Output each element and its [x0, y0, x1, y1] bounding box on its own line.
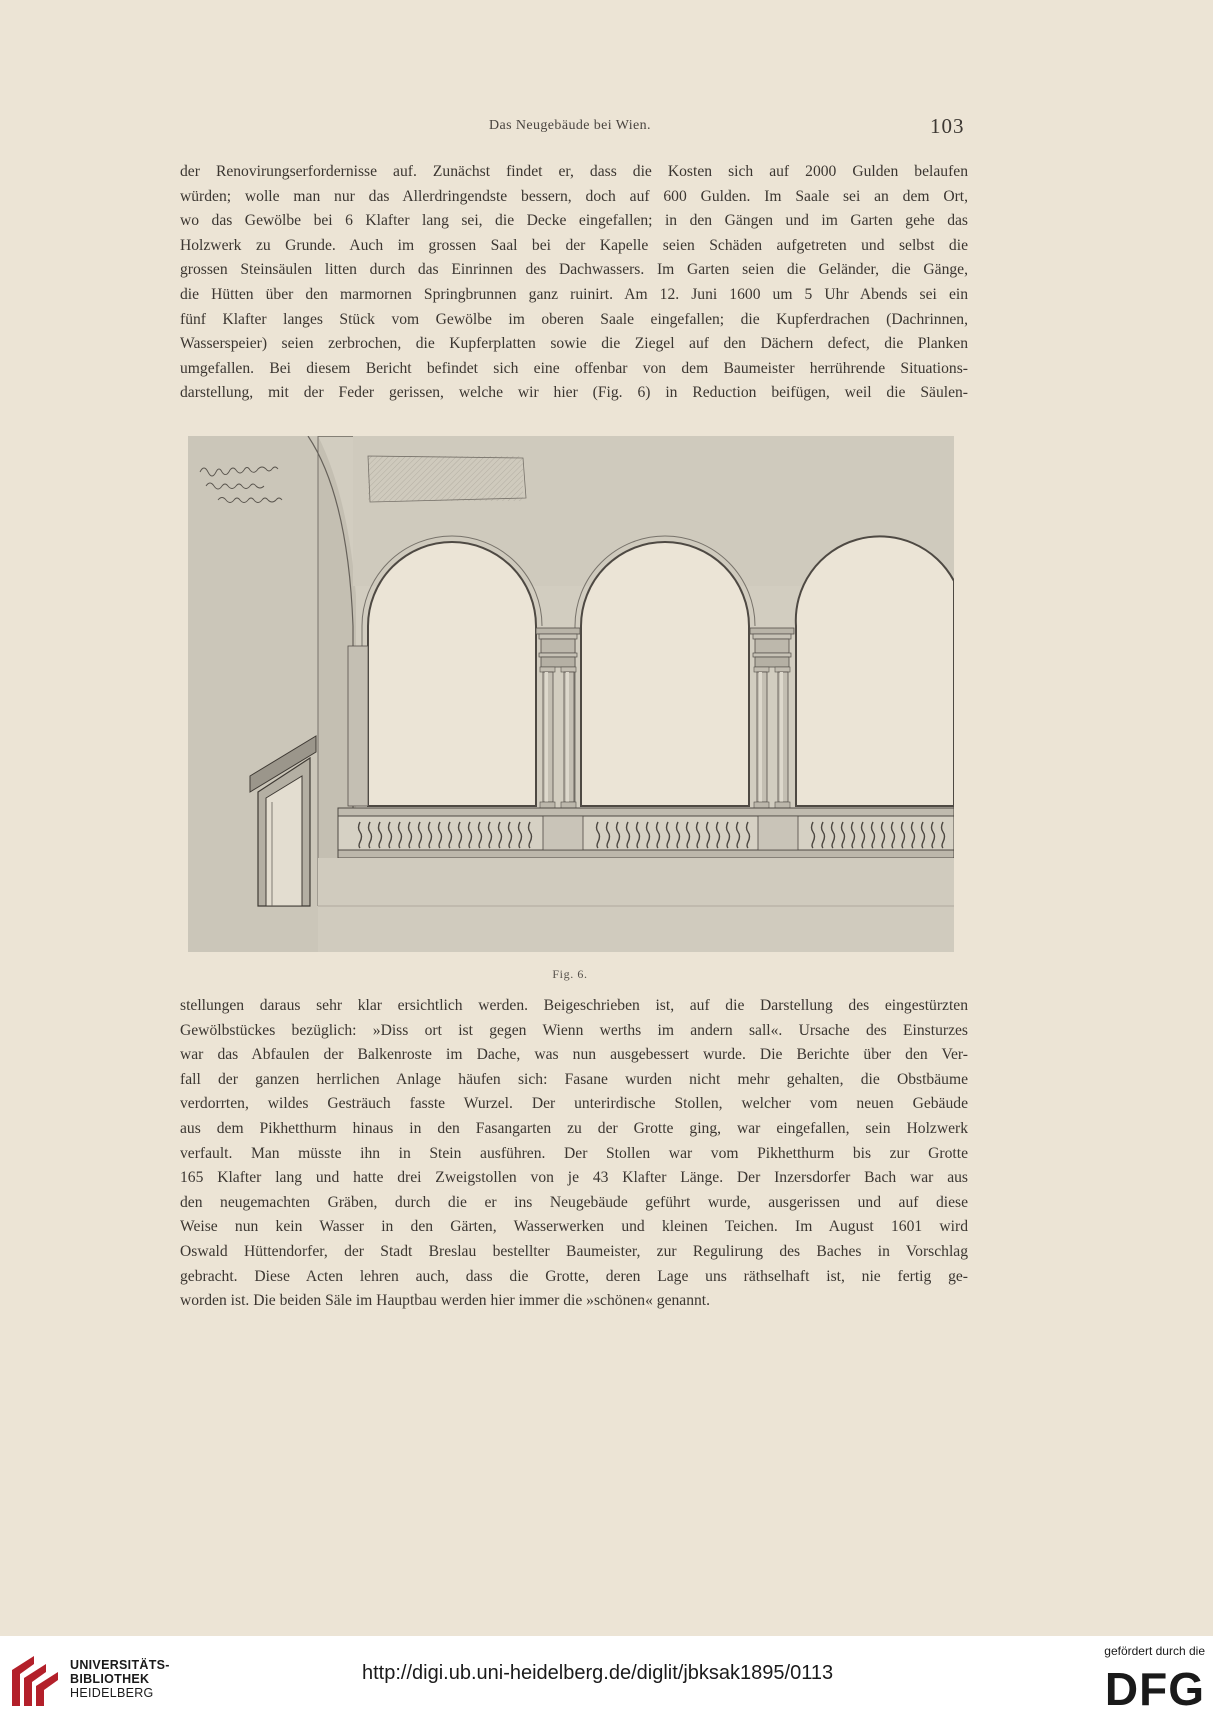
figure-arcade-drawing [188, 436, 954, 952]
text-line: würden; wolle man nur das Allerdringendste bessern, doch auf 600 Gulden. Im Saale sei an dem Ort, [180, 187, 968, 205]
text-line: worden ist. Die beiden Säle im Hauptbau werden hier immer die »schönen« genannt. [180, 1292, 711, 1310]
text-line: grossen Steinsäulen litten durch das Einrinnen des Dachwassers. Im Garten seien die Geländer, die Gänge, [180, 261, 968, 279]
text-line: darstellung, mit der Feder gerissen, welche wir hier (Fig. 6) in Reduction beifügen, weil die Säulen- [180, 384, 968, 402]
funded-by-label: gefördert durch die [1104, 1644, 1205, 1658]
page-number: 103 [930, 114, 965, 138]
paragraph-top [180, 160, 968, 406]
permalink[interactable]: http://digi.ub.uni-heidelberg.de/diglit/jbksak1895/0113 [362, 1662, 834, 1684]
text-line: gebracht. Diese Acten lehren auch, dass die Grotte, deren Lage uns räthselhaft ist, nie fertig ge- [180, 1267, 968, 1285]
running-head [0, 114, 1213, 142]
institution-line: UNIVERSITÄTS- [70, 1658, 170, 1672]
text-line: Holzwerk zu Grunde. Auch im grossen Saal bei der Kapelle seien Schäden aufgetreten und selbst die [180, 236, 968, 254]
text-line: stellungen daraus sehr klar ersichtlich werden. Beigeschrieben ist, auf die Darstellung des eingestürzten [180, 997, 968, 1014]
institution-line: BIBLIOTHEK [70, 1672, 150, 1686]
library-logo-icon [8, 1650, 62, 1710]
text-line: Weise nun kein Wasser in den Gärten, Wasserwerken und kleinen Teichen. Im August 1601 wird [180, 1218, 968, 1236]
text-line: umgefallen. Bei diesem Bericht befindet sich eine offenbar von dem Baumeister herrührende Situations- [180, 359, 968, 377]
paragraph-bottom [180, 994, 968, 1314]
text-line: verfault. Man müsste ihn in Stein ausführen. Der Stollen war vom Pikhetthurm bis zur Grotte [180, 1144, 968, 1162]
text-line: Oswald Hüttendorfer, der Stadt Breslau bestellter Baumeister, zur Regulirung des Baches in Vorschlag [180, 1242, 968, 1260]
figure-caption: Fig. 6. [552, 967, 588, 981]
footer-bar [0, 1636, 1213, 1723]
text-line: fall der ganzen herrlichen Anlage häufen sich: Fasane wurden nicht mehr gehalten, die Obstbäume [180, 1070, 968, 1088]
dfg-logo: DFG [1104, 1663, 1205, 1715]
text-line: aus dem Pikhetthurm hinaus in den Fasangarten zu der Grotte ging, war eingefallen, sein Holzwerk [180, 1119, 968, 1137]
text-line: war das Abfaulen der Balkenroste im Dache, was nun ausgebessert wurde. Die Berichte über den Ver- [180, 1046, 968, 1064]
institution-name [70, 1658, 170, 1700]
text-line: fünf Klafter langes Stück vom Gewölbe im oberen Saale eingefallen; die Kupferdrachen (Dachrinnen, [180, 310, 968, 328]
text-line: Wasserspeier) seien zerbrochen, die Kupferplatten sowie die Ziegel auf den Dächern defect, die Planken [180, 335, 968, 353]
text-line: 165 Klafter lang und hatte drei Zweigstollen von je 43 Klafter Länge. Der Inzersdorfer Bach war aus [180, 1169, 968, 1187]
text-line: der Renovirungserfordernisse auf. Zunächst findet er, dass die Kosten sich auf 2000 Gulden belaufen [180, 163, 968, 180]
text-line: die Hütten über den marmornen Springbrunnen ganz ruinirt. Am 12. Juni 1600 um 5 Uhr Abends sei ein [180, 285, 968, 303]
text-line: den neugemachten Gräben, durch die er ins Neugebäude geführt wurde, ausgerissen und auf diese [180, 1193, 968, 1211]
text-line: verdorrten, wildes Gesträuch fasste Wurzel. Der unterirdische Stollen, welcher vom neuen Gebäude [180, 1095, 968, 1113]
institution-line: HEIDELBERG [70, 1686, 154, 1700]
running-title: Das Neugebäude bei Wien. [489, 118, 651, 133]
text-line: Gewölbstückes bezüglich: »Diss ort ist gegen Wienn werths im andern sall«. Ursache des Einsturzes [180, 1021, 968, 1039]
text-line: wo das Gewölbe bei 6 Klafter lang sei, die Decke eingefallen; in den Gängen und im Garten gehe das [180, 212, 968, 230]
